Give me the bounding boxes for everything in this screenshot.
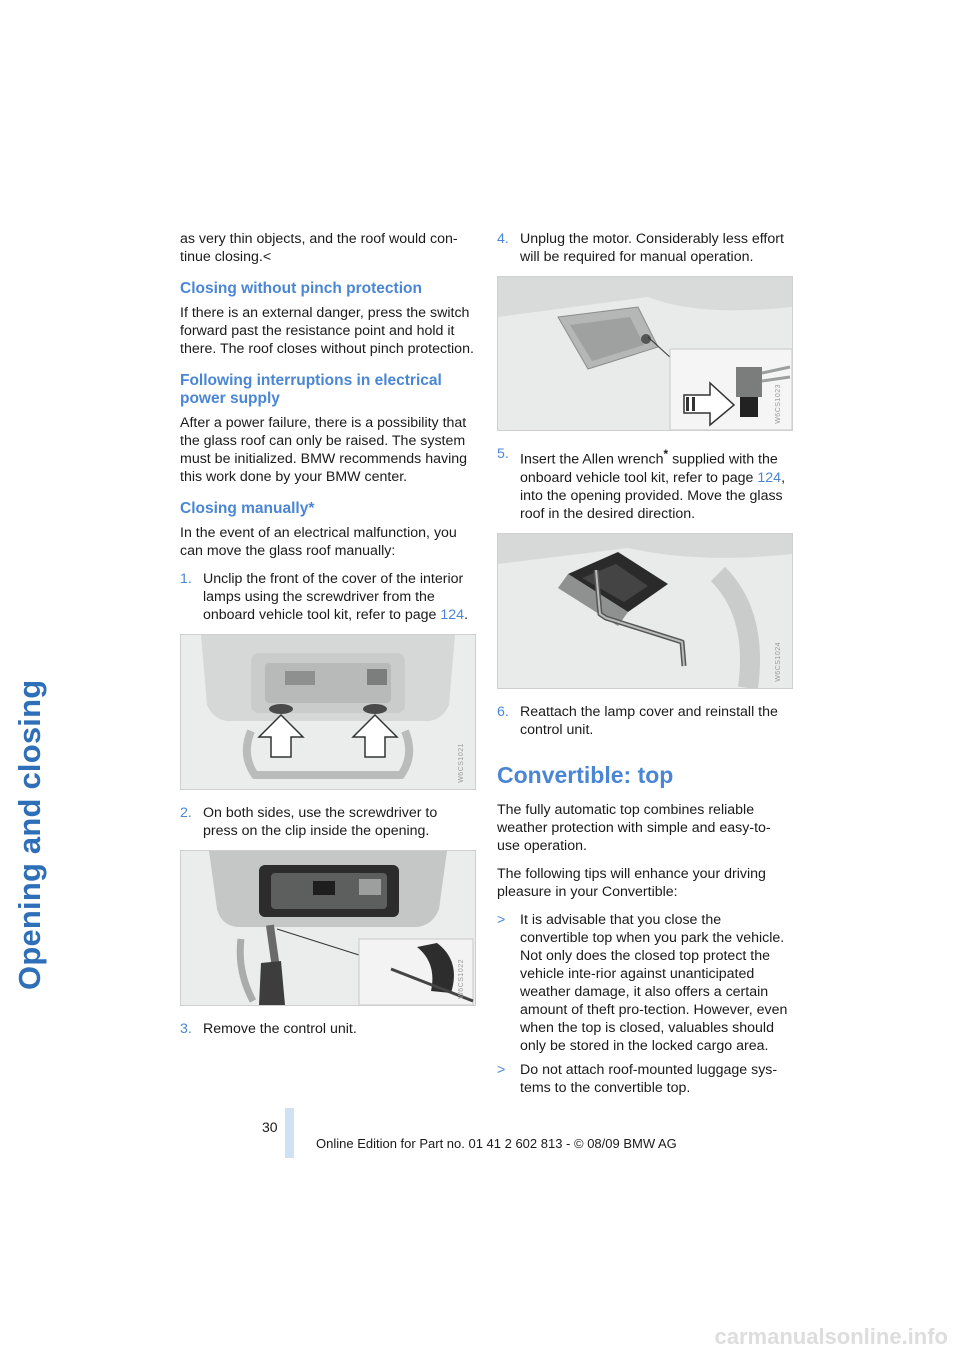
figure-screwdriver-clip <box>180 850 476 1006</box>
optional-equipment-star: * <box>663 447 669 461</box>
step-number: 4. <box>497 231 509 247</box>
bullet-marker: > <box>497 911 506 928</box>
figure-lamp-cover-arrows <box>180 634 476 790</box>
figure-code: W6CS1022 <box>458 959 465 999</box>
illustration <box>181 635 475 789</box>
chapter-title-text: Opening and closing <box>12 679 47 990</box>
illustration <box>498 277 792 430</box>
intro-paragraph: as very thin objects, and the roof would con-tinue closing.< <box>180 231 458 265</box>
step-4: 4. Unplug the motor. Considerably less effort will be required for manual operation. <box>497 231 784 265</box>
end-mark: < <box>262 249 272 265</box>
step-3: 3. Remove the control unit. <box>180 1021 357 1037</box>
bullet-item: > It is advisable that you close the convertible top when you park the vehicle. Not only does the closed top protect the vehicle inte-rior against unanticipated weather damage, it also offers a certain amount of theft pro-tection. However, even when the top is closed, valuables should only be stored in the locked cargo area. <box>497 911 788 1054</box>
heading-closing-manually: Closing manually* <box>180 500 315 517</box>
convertible-paragraph-2: The following tips will enhance your driving pleasure in your Convertible: <box>497 865 766 900</box>
step-number: 2. <box>180 805 192 821</box>
pinch-paragraph: If there is an external danger, press the switch forward past the resistance point and hold it there. The roof closes without pinch protection. <box>180 305 474 357</box>
page-number: 30 <box>262 1119 278 1135</box>
chapter-side-title <box>8 230 48 990</box>
footer-edition-text: Online Edition for Part no. 01 41 2 602 813 - © 08/09 BMW AG <box>316 1136 677 1151</box>
step-number: 6. <box>497 703 509 720</box>
right-column <box>497 230 792 1103</box>
heading-pinch-protection: Closing without pinch protection <box>180 280 422 297</box>
step-1: 1. Unclip the front of the cover of the interior lamps using the screwdriver from the onboard vehicle tool kit, refer to page 124. <box>180 571 469 623</box>
left-column <box>180 230 475 1048</box>
manual-paragraph: In the event of an electrical malfunction, you can move the glass roof manually: <box>180 525 457 559</box>
step-number: 1. <box>180 571 192 587</box>
illustration <box>181 851 475 1005</box>
footer-accent-bar <box>285 1108 294 1158</box>
heading-power-interruption: Following interruptions in electrical power supply <box>180 372 442 407</box>
step-2: 2. On both sides, use the screwdriver to press on the clip inside the opening. <box>180 805 438 839</box>
figure-code: W6CS1024 <box>775 641 782 682</box>
page-link[interactable]: 124 <box>757 469 782 486</box>
illustration <box>498 534 792 688</box>
step-5: 5. Insert the Allen wrench* supplied with the onboard vehicle tool kit, refer to page 124, into the opening provided. Move the glass roof in the desired direction. <box>497 446 786 522</box>
figure-motor-plug <box>497 276 793 431</box>
figure-code: W6CS1023 <box>775 384 782 424</box>
interruption-paragraph: After a power failure, there is a possibility that the glass roof can only be raised. The system must be initialized. BMW recommends having this work done by your BMW center. <box>180 415 468 485</box>
bullet-marker: > <box>497 1061 506 1078</box>
site-watermark: carmanualsonline.info <box>714 1324 948 1349</box>
step-6: 6. Reattach the lamp cover and reinstall the control unit. <box>497 703 778 738</box>
step-number: 5. <box>497 446 509 462</box>
step-number: 3. <box>180 1021 192 1037</box>
page-link[interactable]: 124 <box>440 607 465 623</box>
figure-code: W6CS1021 <box>458 743 465 783</box>
heading-convertible-top: Convertible: top <box>497 761 674 788</box>
bullet-item: > Do not attach roof-mounted luggage sys-tems to the convertible top. <box>497 1061 778 1096</box>
figure-allen-wrench <box>497 533 793 689</box>
convertible-paragraph-1: The fully automatic top combines reliable weather protection with simple and easy-to-use operation. <box>497 801 771 854</box>
